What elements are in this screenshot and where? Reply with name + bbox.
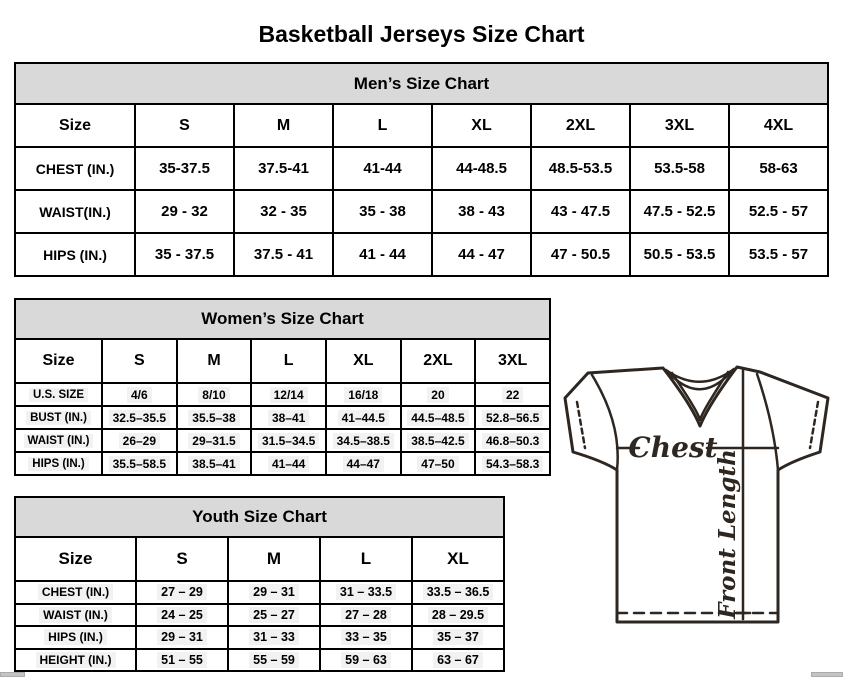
jersey-outline: [565, 367, 828, 622]
cell-value: 44.5–48.5: [407, 410, 468, 426]
cell-value: WAIST (IN.): [24, 434, 94, 448]
header-cell: S: [136, 537, 228, 581]
cell-value: BUST (IN.): [26, 411, 91, 425]
table-cell: [475, 406, 550, 429]
cell-value: 25 – 27: [249, 607, 299, 623]
table-cell: [401, 406, 476, 429]
cell-value: 35.5–38: [188, 410, 239, 426]
table-cell: 37.5 - 41: [234, 233, 333, 276]
header-cell: Size: [15, 104, 135, 147]
header-cell: Size: [15, 537, 136, 581]
cell-value: CHEST (IN.): [38, 584, 113, 600]
cell-value: 26–29: [119, 433, 160, 449]
womens-size-table: [14, 298, 551, 476]
chest-label: Chest: [628, 431, 718, 464]
table-cell: [251, 452, 326, 475]
cell-value: 47–50: [417, 456, 458, 472]
table-cell: [412, 626, 504, 649]
cell-value: 12/14: [270, 387, 308, 403]
table-cell: [320, 626, 412, 649]
table-title: Women’s Size Chart: [15, 299, 550, 339]
table-cell: 43 - 47.5: [531, 190, 630, 233]
right-sleeve-seam: [757, 374, 778, 470]
table-title: Youth Size Chart: [15, 497, 504, 537]
row-label-cell: [15, 649, 136, 672]
cell-value: 31.5–34.5: [258, 433, 319, 449]
cell-value: 32.5–35.5: [109, 410, 170, 426]
table-cell: [102, 452, 177, 475]
cell-value: 38.5–42.5: [407, 433, 468, 449]
table-cell: [177, 406, 252, 429]
header-cell: S: [102, 339, 177, 383]
header-cell: 4XL: [729, 104, 828, 147]
table-cell: [401, 452, 476, 475]
table-cell: [136, 626, 228, 649]
scrollbar-fragment-right[interactable]: [811, 672, 843, 677]
table-cell: [412, 604, 504, 627]
table-cell: 58-63: [729, 147, 828, 190]
table-cell: 37.5-41: [234, 147, 333, 190]
cell-value: 46.8–50.3: [482, 433, 543, 449]
table-cell: [251, 429, 326, 452]
table-cell: [228, 649, 320, 672]
front-length-label: Front Length: [714, 449, 741, 619]
table-cell: 35-37.5: [135, 147, 234, 190]
cell-value: HEIGHT (IN.): [36, 652, 116, 668]
cell-value: 4/6: [127, 387, 152, 403]
cell-value: 51 – 55: [157, 652, 207, 668]
header-cell: M: [177, 339, 252, 383]
table-cell: [177, 429, 252, 452]
row-label-cell: CHEST (IN.): [15, 147, 135, 190]
table-cell: [326, 383, 401, 406]
table-cell: [102, 383, 177, 406]
row-label-cell: [15, 452, 102, 475]
cell-value: 55 – 59: [249, 652, 299, 668]
table-cell: [177, 383, 252, 406]
row-label-cell: [15, 383, 102, 406]
row-label-cell: [15, 626, 136, 649]
cell-value: 29 – 31: [157, 629, 207, 645]
table-cell: [326, 406, 401, 429]
cell-value: 34.5–38.5: [333, 433, 394, 449]
header-cell: XL: [326, 339, 401, 383]
header-cell: L: [251, 339, 326, 383]
cell-value: 29–31.5: [188, 433, 239, 449]
row-label-cell: WAIST(IN.): [15, 190, 135, 233]
table-title: Men’s Size Chart: [15, 63, 828, 104]
header-cell: M: [228, 537, 320, 581]
table-row: [15, 452, 550, 475]
table-cell: 44 - 47: [432, 233, 531, 276]
cell-value: 29 – 31: [249, 584, 299, 600]
table-cell: 29 - 32: [135, 190, 234, 233]
table-cell: [136, 649, 228, 672]
left-sleeve-seam: [592, 375, 618, 470]
table-cell: [228, 581, 320, 604]
table-cell: 35 - 37.5: [135, 233, 234, 276]
header-cell: S: [135, 104, 234, 147]
cell-value: 22: [502, 387, 523, 403]
cell-value: WAIST (IN.): [39, 607, 112, 623]
table-cell: [320, 581, 412, 604]
table-cell: 47 - 50.5: [531, 233, 630, 276]
table-row: [15, 406, 550, 429]
header-cell: 3XL: [475, 339, 550, 383]
cell-value: 31 – 33.5: [336, 584, 396, 600]
table-cell: [136, 581, 228, 604]
table-cell: 41-44: [333, 147, 432, 190]
cell-value: 8/10: [198, 387, 229, 403]
cell-value: 20: [427, 387, 448, 403]
table-cell: [475, 383, 550, 406]
mens-size-table: [14, 62, 829, 277]
header-cell: 2XL: [401, 339, 476, 383]
header-cell: L: [320, 537, 412, 581]
right-cuff-dashes: [810, 402, 818, 448]
table-cell: 41 - 44: [333, 233, 432, 276]
cell-value: 31 – 33: [249, 629, 299, 645]
header-cell: 2XL: [531, 104, 630, 147]
youth-size-table: [14, 496, 505, 672]
header-cell: XL: [412, 537, 504, 581]
table-cell: [228, 626, 320, 649]
cell-value: 35 – 37: [433, 629, 483, 645]
table-row: [15, 147, 828, 190]
row-label-cell: HIPS (IN.): [15, 233, 135, 276]
row-label-cell: [15, 429, 102, 452]
header-cell: Size: [15, 339, 102, 383]
table-row: [15, 581, 504, 604]
table-cell: 50.5 - 53.5: [630, 233, 729, 276]
table-cell: [136, 604, 228, 627]
table-cell: 38 - 43: [432, 190, 531, 233]
table-cell: 44-48.5: [432, 147, 531, 190]
cell-value: 38.5–41: [188, 456, 239, 472]
table-row: [15, 233, 828, 276]
table-cell: [475, 452, 550, 475]
cell-value: HIPS (IN.): [44, 629, 107, 645]
cell-value: 38–41: [268, 410, 309, 426]
cell-value: 44–47: [343, 456, 384, 472]
table-cell: [320, 604, 412, 627]
table-cell: 47.5 - 52.5: [630, 190, 729, 233]
cell-value: 41–44.5: [338, 410, 389, 426]
table-cell: [228, 604, 320, 627]
cell-value: 35.5–58.5: [109, 456, 170, 472]
cell-value: 27 – 28: [341, 607, 391, 623]
table-cell: [102, 406, 177, 429]
table-cell: 53.5 - 57: [729, 233, 828, 276]
table-cell: [251, 406, 326, 429]
left-cuff-dashes: [577, 402, 585, 448]
cell-value: 27 – 29: [157, 584, 207, 600]
row-label-cell: [15, 406, 102, 429]
table-cell: 35 - 38: [333, 190, 432, 233]
table-cell: [251, 383, 326, 406]
jersey-diagram-svg: [556, 364, 843, 662]
table-row: [15, 604, 504, 627]
table-cell: [320, 649, 412, 672]
table-cell: 52.5 - 57: [729, 190, 828, 233]
table-cell: [401, 383, 476, 406]
cell-value: 33 – 35: [341, 629, 391, 645]
cell-value: U.S. SIZE: [29, 388, 88, 402]
table-cell: 48.5-53.5: [531, 147, 630, 190]
table-cell: 32 - 35: [234, 190, 333, 233]
header-cell: 3XL: [630, 104, 729, 147]
table-row: [15, 429, 550, 452]
cell-value: 59 – 63: [341, 652, 391, 668]
header-cell: L: [333, 104, 432, 147]
table-cell: 53.5-58: [630, 147, 729, 190]
cell-value: 33.5 – 36.5: [423, 584, 494, 600]
table-cell: [326, 452, 401, 475]
header-cell: XL: [432, 104, 531, 147]
table-cell: [326, 429, 401, 452]
scrollbar-fragment-left[interactable]: [0, 672, 25, 677]
cell-value: 16/18: [344, 387, 382, 403]
cell-value: 24 – 25: [157, 607, 207, 623]
cell-value: 41–44: [268, 456, 309, 472]
cell-value: 63 – 67: [433, 652, 483, 668]
jersey-measurement-diagram: [556, 364, 843, 662]
table-cell: [177, 452, 252, 475]
header-cell: M: [234, 104, 333, 147]
table-cell: [102, 429, 177, 452]
cell-value: 54.3–58.3: [482, 456, 543, 472]
table-row: [15, 626, 504, 649]
table-row: [15, 649, 504, 672]
table-cell: [412, 649, 504, 672]
table-cell: [475, 429, 550, 452]
cell-value: 28 – 29.5: [428, 607, 488, 623]
row-label-cell: [15, 581, 136, 604]
row-label-cell: [15, 604, 136, 627]
table-cell: [412, 581, 504, 604]
cell-value: 52.8–56.5: [482, 410, 543, 426]
table-row: [15, 190, 828, 233]
table-row: [15, 383, 550, 406]
page-title: Basketball Jerseys Size Chart: [258, 21, 585, 48]
table-cell: [401, 429, 476, 452]
cell-value: HIPS (IN.): [28, 457, 88, 471]
